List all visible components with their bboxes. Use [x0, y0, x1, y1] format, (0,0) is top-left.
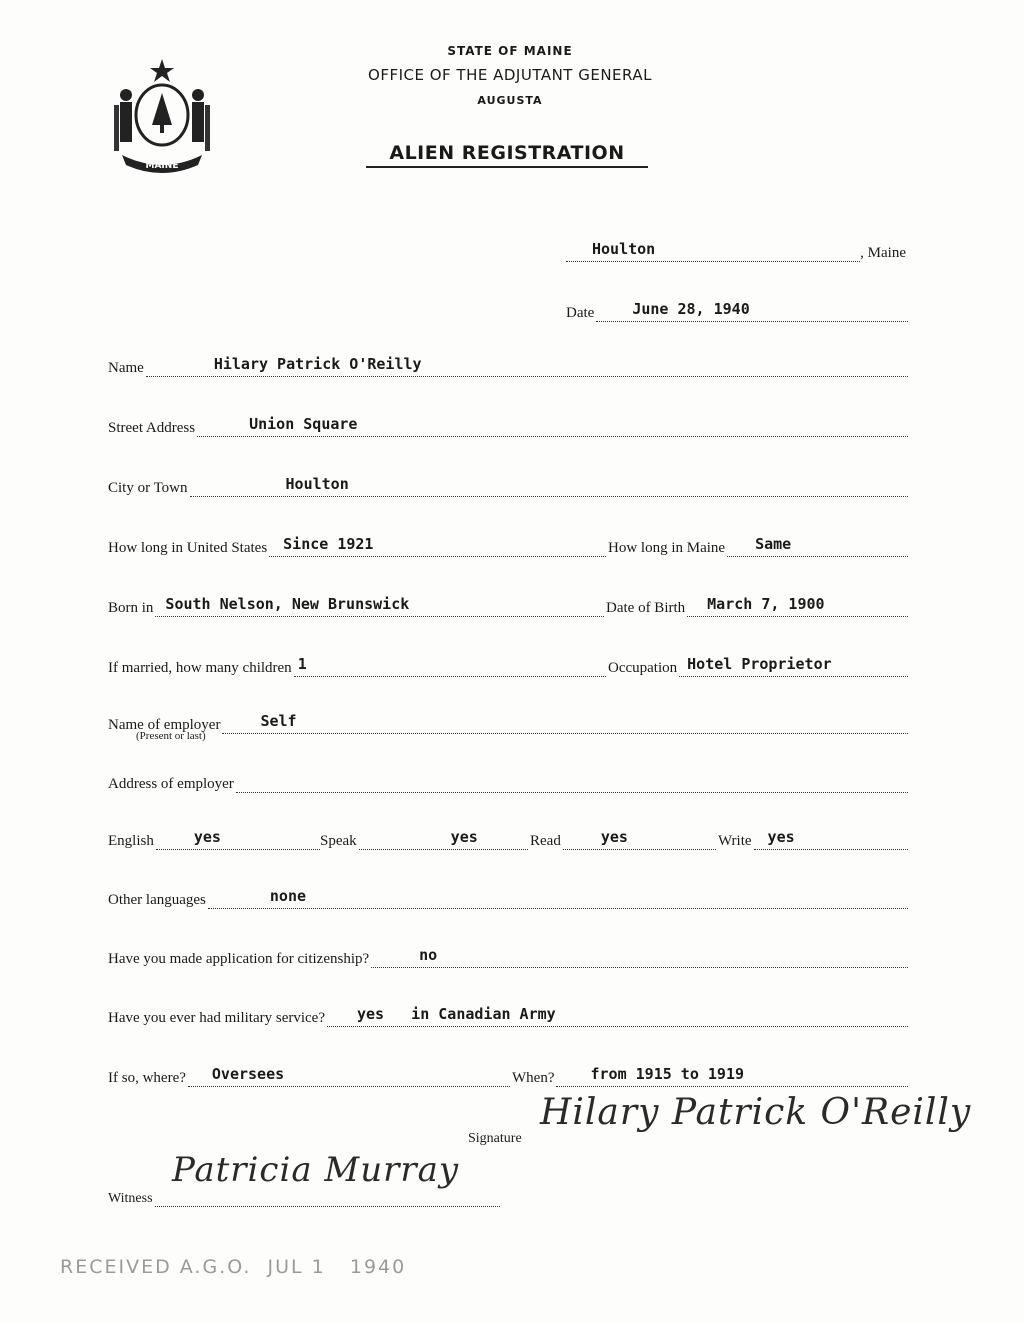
write-row [718, 826, 908, 850]
other-languages-row [108, 885, 908, 909]
other-languages-label: Other languages [108, 892, 206, 908]
witness-signature-handwriting: Patricia Murray [172, 1150, 460, 1190]
citizenship-label: Have you made application for citizenship? [108, 951, 370, 967]
received-stamp: RECEIVED A.G.O. JUL 1 1940 [60, 1256, 407, 1278]
city-row [108, 473, 908, 497]
employer-field[interactable]: Self [222, 711, 908, 734]
born-field[interactable]: South Nelson, New Brunswick [155, 594, 604, 617]
write-field[interactable]: yes [754, 827, 908, 850]
dob-field[interactable]: March 7, 1900 [687, 594, 908, 617]
signature-handwriting: Hilary Patrick O'Reilly [540, 1092, 972, 1133]
city-field[interactable]: Houlton [190, 474, 908, 497]
employer-address-field[interactable] [236, 770, 908, 793]
town-row [566, 238, 908, 262]
when-row [512, 1063, 908, 1087]
employer-address-label: Address of employer [108, 776, 234, 792]
employer-address-row [108, 769, 908, 793]
name-field[interactable]: Hilary Patrick O'Reilly [146, 354, 908, 377]
read-label: Read [530, 833, 561, 849]
us-field[interactable]: Since 1921 [269, 534, 606, 557]
born-row [108, 593, 604, 617]
children-label: If married, how many children [108, 660, 292, 676]
other-languages-field[interactable]: none [208, 886, 908, 909]
dob-label: Date of Birth [606, 600, 686, 616]
form-title: ALIEN REGISTRATION [366, 142, 648, 168]
citizenship-row [108, 944, 908, 968]
svg-text:MAINE: MAINE [145, 161, 179, 171]
us-label: How long in United States [108, 540, 268, 556]
maine-row [608, 533, 908, 557]
signature-label-row [468, 1123, 548, 1147]
street-label: Street Address [108, 420, 196, 436]
military-label: Have you ever had military service? [108, 1010, 325, 1026]
occupation-label: Occupation [608, 660, 678, 676]
where-field[interactable]: Oversees [188, 1064, 510, 1087]
name-label: Name [108, 360, 144, 376]
speak-label: Speak [320, 833, 357, 849]
dob-row [606, 593, 908, 617]
employer-label: Name of employer [108, 717, 221, 733]
born-label: Born in [108, 600, 154, 616]
write-label: Write [718, 833, 752, 849]
read-field[interactable]: yes [563, 827, 716, 850]
us-row [108, 533, 606, 557]
date-row [566, 298, 908, 322]
english-row [108, 826, 320, 850]
city-heading: AUGUSTA [477, 94, 543, 107]
children-field[interactable]: 1 [294, 654, 606, 677]
when-field[interactable]: from 1915 to 1919 [556, 1064, 908, 1087]
maine-field[interactable]: Same [727, 534, 908, 557]
speak-field[interactable]: yes [359, 827, 528, 850]
military-row [108, 1003, 908, 1027]
occupation-row [608, 653, 908, 677]
town-field[interactable]: Houlton [566, 239, 860, 262]
signature-label: Signature [468, 1131, 522, 1146]
english-label: English [108, 833, 154, 849]
where-row [108, 1063, 510, 1087]
where-label: If so, where? [108, 1070, 186, 1086]
maine-label: How long in Maine [608, 540, 726, 556]
employer-row [108, 710, 908, 734]
speak-row [320, 826, 528, 850]
maine-seal-icon [108, 55, 216, 175]
children-row [108, 653, 606, 677]
state-heading: STATE OF MAINE [447, 44, 573, 58]
employer-sublabel: (Present or last) [136, 730, 206, 742]
date-field[interactable]: June 28, 1940 [596, 299, 908, 322]
town-suffix: , Maine [860, 245, 906, 261]
occupation-field[interactable]: Hotel Proprietor [679, 654, 908, 677]
citizenship-field[interactable]: no [371, 945, 908, 968]
read-row [530, 826, 716, 850]
name-row [108, 353, 908, 377]
date-label: Date [566, 305, 595, 321]
city-label: City or Town [108, 480, 188, 496]
military-field[interactable]: yes in Canadian Army [327, 1004, 908, 1027]
english-field[interactable]: yes [156, 827, 320, 850]
witness-label: Witness [108, 1191, 153, 1206]
office-heading: OFFICE OF THE ADJUTANT GENERAL [368, 66, 652, 84]
when-label: When? [512, 1070, 555, 1086]
street-field[interactable]: Union Square [197, 414, 908, 437]
street-row [108, 413, 908, 437]
